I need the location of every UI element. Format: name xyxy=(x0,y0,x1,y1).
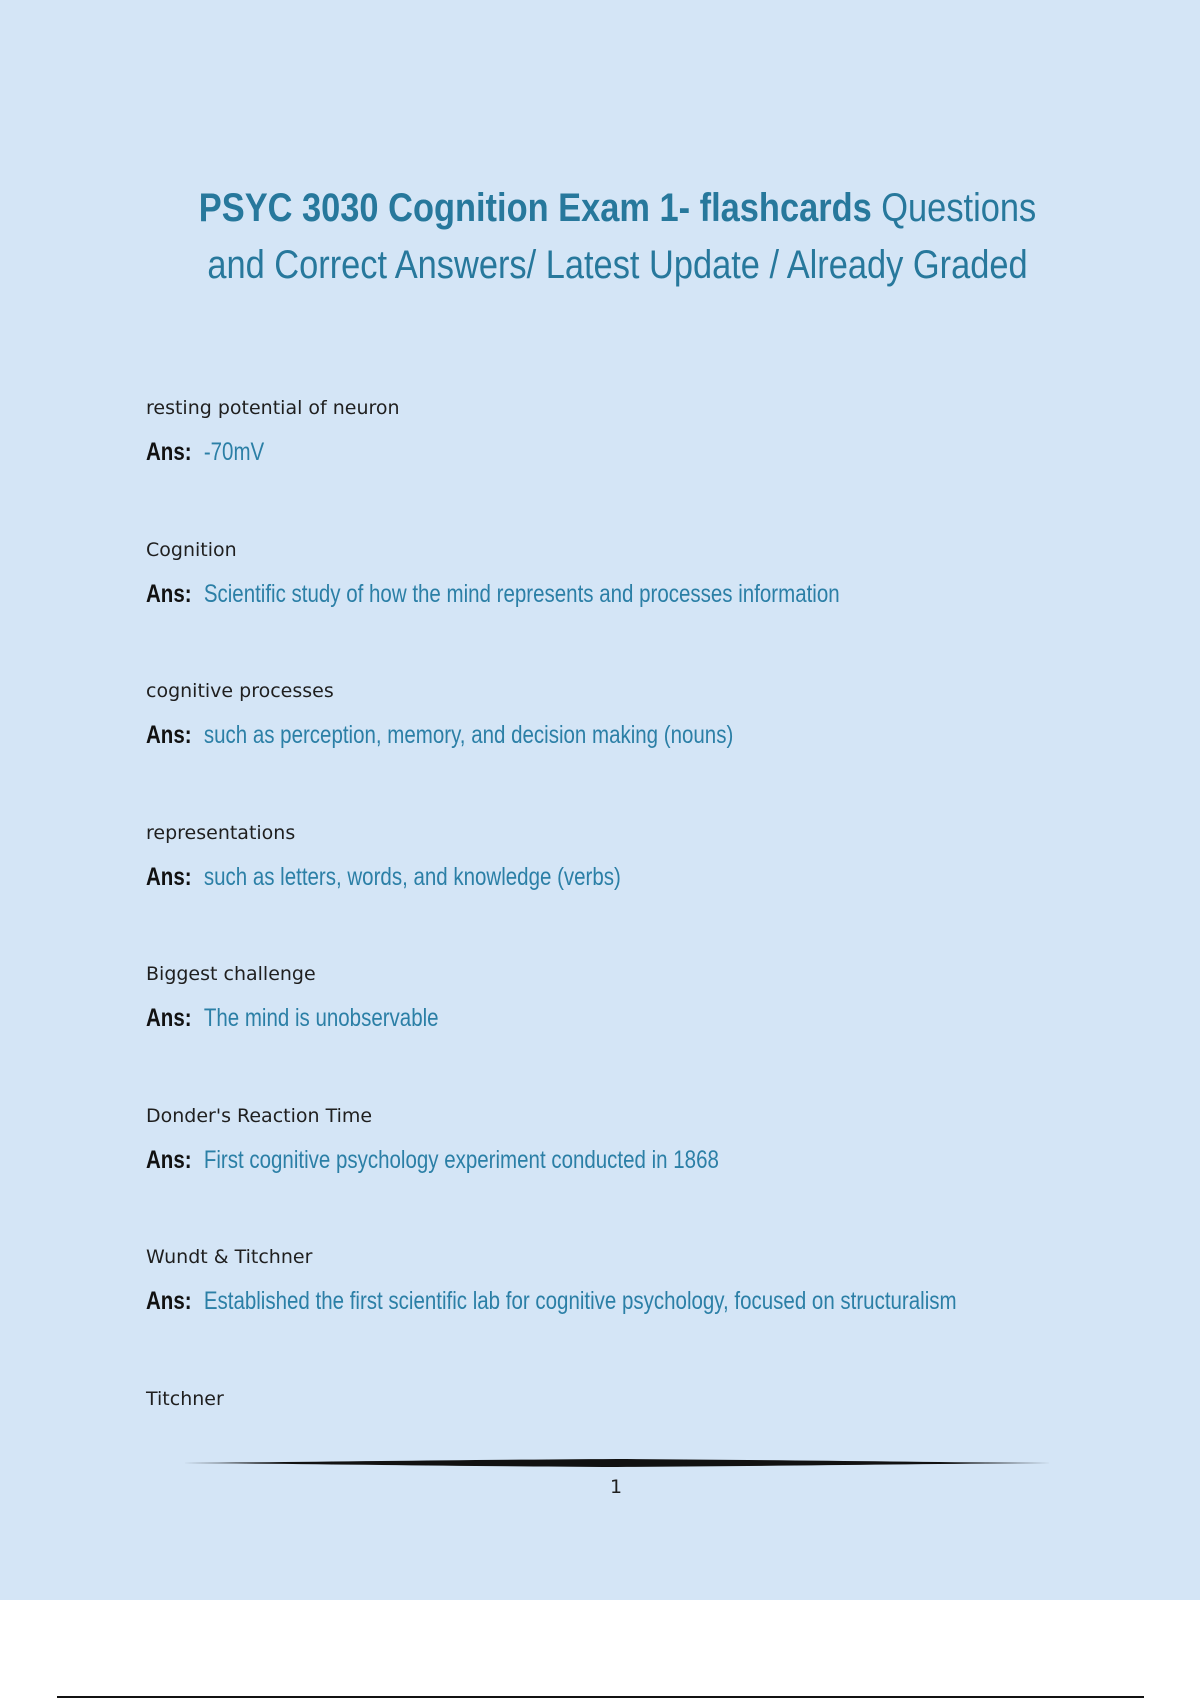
flashcard-item xyxy=(146,393,1066,535)
answer-text: Established the first scientific lab for cognitive psychology, focused on structuralism xyxy=(203,1287,957,1315)
flashcard-answer xyxy=(146,1285,957,1317)
answer-text: The mind is unobservable xyxy=(203,1004,439,1032)
answer-label: Ans: xyxy=(146,1004,192,1032)
flashcard-answer xyxy=(146,719,900,751)
next-page-divider xyxy=(57,1696,1144,1698)
flashcard-question: Donder's Reaction Time xyxy=(146,1104,373,1127)
answer-text: First cognitive psychology experiment conducted in 1868 xyxy=(203,1145,719,1174)
flashcard-list xyxy=(146,393,1066,1525)
flashcard-answer xyxy=(146,1144,900,1176)
page-number: 1 xyxy=(609,1476,623,1498)
footer-divider xyxy=(183,1458,1051,1468)
flashcard-answer xyxy=(146,861,900,893)
flashcard-item xyxy=(146,535,1066,677)
flashcard-answer xyxy=(146,1002,900,1034)
flashcard-question: Wundt & Titchner xyxy=(146,1246,313,1268)
flashcard-question: Titchner xyxy=(146,1387,224,1410)
flashcard-question: resting potential of neuron xyxy=(146,397,400,419)
answer-label: Ans: xyxy=(146,721,192,749)
flashcard-question: Cognition xyxy=(146,538,237,561)
answer-label: Ans: xyxy=(146,862,192,891)
document-title-rest: Questions and Correct Answers/ Latest Update / Already Graded xyxy=(207,186,1037,287)
document-title xyxy=(190,180,1046,294)
flashcard-question: representations xyxy=(146,821,296,844)
flashcard-question: Biggest challenge xyxy=(146,963,316,985)
answer-label: Ans: xyxy=(146,579,192,608)
answer-label: Ans: xyxy=(146,438,192,466)
footer-divider-shape xyxy=(183,1459,1051,1467)
flashcard-answer xyxy=(146,578,900,610)
flashcard-question: cognitive processes xyxy=(146,680,334,702)
answer-text: Scientific study of how the mind represents and processes information xyxy=(203,579,840,608)
answer-text: such as perception, memory, and decision making (nouns) xyxy=(203,721,734,749)
flashcard-item xyxy=(146,1384,1066,1526)
flashcard-item xyxy=(146,1101,1066,1243)
flashcard-item xyxy=(146,676,1066,818)
flashcard-answer xyxy=(146,436,900,468)
flashcard-item xyxy=(146,959,1066,1101)
flashcard-item xyxy=(146,818,1066,960)
flashcard-item xyxy=(146,1242,1066,1384)
answer-label: Ans: xyxy=(146,1287,192,1315)
answer-label: Ans: xyxy=(146,1145,192,1174)
document-title-bold: PSYC 3030 Cognition Exam 1- flashcards xyxy=(198,186,872,230)
answer-text: -70mV xyxy=(203,438,265,466)
answer-text: such as letters, words, and knowledge (verbs) xyxy=(203,862,621,891)
